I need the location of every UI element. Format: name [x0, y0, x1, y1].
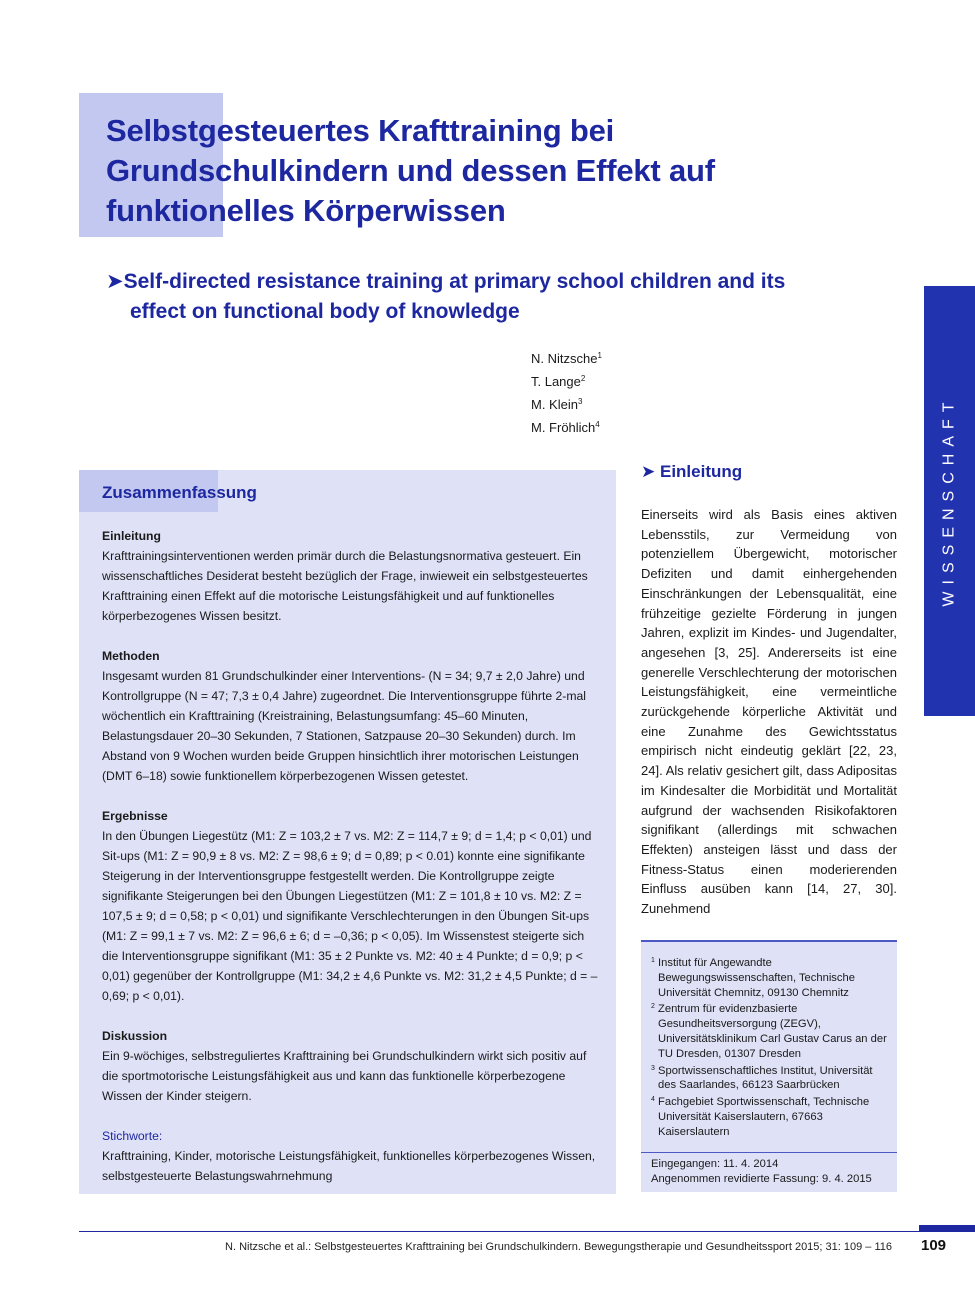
abstract-text-ergebnisse: In den Übungen Liegestütz (M1: Z = 103,2 ± 7 vs. M2: Z = 114,7 ± 9; d = 1,4; p < 0,01) und Sit-ups (M1: Z = 90,9 ± 8 vs. M2: Z = 98,6 ± 9; d = 0,89; p < 0.01) konnte eine signifikante Steigerung in der Interventionsgruppe festgestellt werden. Die Kontrollgruppe zeigte signifikante Steigerungen bei den Übungen Liegestützen (M1: Z = 101,8 ± 10 vs. M2: Z = 107,5 ± 9; d = 0,58; p < 0,01) und signifikante Verschlechterungen in den Übungen Sit-ups (M1: Z = 99,1 ± 7 vs. M2: Z = 96,6 ± 6; d = –0,36; p < 0,05). Im Wissenstest steigerte sich die Interventionsgruppe signifikant (M1: 35 ± 2 Punkte vs. M2: 40 ± 4 Punkte; d = 0,9; p < 0,01) gegenüber der Kontrollgruppe (M1: 34,2 ± 4,6 Punkte vs. M2: 31,2 ± 4,5 Punkte; d = –0,69; p < 0,01). [102, 829, 598, 1003]
abstract-text-einleitung: Krafttrainingsinterventionen werden primär durch die Belastungsnormativa gesteuert. Ein wissenschaftliches Desiderat besteht bezüglich der Frage, inwieweit ein selbstgesteuertes Krafttraining einen Effekt auf die motorische Leistungsfähigkeit und auf funktionelles körperbezogenes Wissen besitzt. [102, 549, 588, 623]
affiliation-divider [641, 1152, 897, 1153]
article-title: Selbstgesteuertes Krafttraining bei Grundschulkindern und dessen Effekt auf funktionelles Körperwissen [106, 113, 715, 228]
abstract-heading-methoden: Methoden [102, 649, 160, 663]
affiliation-item: $^1$ Institut für Angewandte Bewegungswissenschaften, Technische Universität Chemnitz, 09130 Chemnitz [651, 957, 855, 999]
affiliation-item: $^2$ Zentrum für evidenzbasierte Gesundheitsversorgung (ZEGV), Universitätsklinikum Carl Gustav Carus an der TU Dresden, 01307 Dresden [651, 1003, 887, 1060]
page-number-bar [919, 1225, 975, 1232]
abstract-text-methoden: Insgesamt wurden 81 Grundschulkinder einer Interventions- (N = 34; 9,7 ± 2,0 Jahre) und Kontrollgruppe (N = 47; 7,3 ± 0,4 Jahre) zugeordnet. Die Interventionsgruppe führte 2-mal wöchentlich ein Krafttraining (Kreistraining, Belastungsumfang: 45–60 Minuten, Belastungsdauer 20–30 Sekunden, 7 Stationen, Satzpause 20–30 Sekunden) durch. Im Abstand von 9 Wochen wurden beide Gruppen hinsichtlich ihrer motorischen Leistungen (DMT 6–18) sowie funktionellem körperbezogenen Wissen getestet. [102, 669, 586, 783]
received-date: Eingegangen: 11. 4. 2014 [651, 1158, 779, 1170]
affiliation-item: $^3$ Sportwissenschaftliches Institut, Universität des Saarlandes, 66123 Saarbrücken [651, 1064, 873, 1092]
author: M. Klein$^3$ [531, 397, 583, 412]
accepted-date: Angenommen revidierte Fassung: 9. 4. 2015 [651, 1172, 872, 1185]
affiliation-item: $^4$ Fachgebiet Sportwissenschaft, Technische Universität Kaiserslautern, 67663 Kaiserslautern [651, 1096, 870, 1138]
arrow-icon: ➤ [106, 270, 124, 293]
abstract-box [79, 470, 616, 1194]
english-subtitle [106, 267, 830, 327]
author: T. Lange$^2$ [531, 374, 586, 389]
author: N. Nitzsche$^1$ [531, 351, 602, 366]
abstract-heading-einleitung: Einleitung [102, 529, 161, 543]
body-paragraph: Einerseits wird als Basis eines aktiven Lebensstils, zur Vermeidung von potenziellem Übergewicht, motorischer Defiziten und damit einhergehenden Einschränkungen der Lebensqualität, eine frühzeitige gezielte Förderung in jungen Jahren, explizit im Kindes- und Jugendalter, angesehen [3, 25]. Andererseits ist eine generelle Verschlechterung der motorischen Leistungsfähigkeit, eine vermeintliche zurückgehende körperliche Aktivität und eine Zunahme des Gewichtsstatus empirisch nicht eindeutig geklärt [22, 23, 24]. Als relativ gesichert gilt, dass Adipositas im Kindesalter die Morbidität und Mortalität aufgrund der wachsenden Risikofaktoren signifikant (allerdings mit schwachen Effekten) ansteigen lässt und dass der Fitness-Status einen moderierenden Einfluss ausüben kann [14, 27, 30]. Zunehmend [641, 507, 897, 917]
section-heading-einleitung: ➤ Einleitung [641, 462, 743, 481]
arrow-icon: ➤ [641, 462, 656, 481]
keywords-heading: Stichworte: [102, 1129, 163, 1143]
footer-citation: N. Nitzsche et al.: Selbstgesteuertes Krafttraining bei Grundschulkindern. Bewegungstherapie und Gesundheitssport 2015; 31: 109 – 116 [225, 1241, 892, 1253]
section-side-tab [924, 286, 975, 716]
author-list [531, 346, 602, 438]
abstract-heading-diskussion: Diskussion [102, 1029, 168, 1043]
abstract-body [102, 526, 602, 1206]
footer-rule [79, 1231, 975, 1232]
side-tab-label: WISSENSCHAFT [940, 395, 958, 607]
affiliations-box [641, 940, 897, 1192]
abstract-text-diskussion: Ein 9-wöchiges, selbstreguliertes Krafttraining bei Grundschulkindern wirkt sich positiv auf die sportmotorische Leistungsfähigkeit aus und kann das funktionelle körperbezogene Wissen der Kinder steigern. [102, 1049, 587, 1103]
subtitle-text: Self-directed resistance training at primary school children and its effect on functional body of knowledge [123, 270, 786, 323]
submission-dates [651, 1157, 872, 1187]
affiliation-list [641, 942, 897, 1140]
author: M. Fröhlich$^4$ [531, 420, 600, 435]
footer-journal: Bewegungstherapie und Gesundheitssport 2015; 31: 109 – 116 [583, 1241, 892, 1253]
abstract-heading-ergebnisse: Ergebnisse [102, 809, 168, 823]
abstract-title: Zusammenfassung [102, 483, 257, 502]
page-number: 109 [921, 1237, 947, 1254]
keywords-text: Krafttraining, Kinder, motorische Leistungsfähigkeit, funktionelles körperbezogenes Wissen, selbstgesteuerte Belastungswahrnehmung [102, 1149, 596, 1183]
